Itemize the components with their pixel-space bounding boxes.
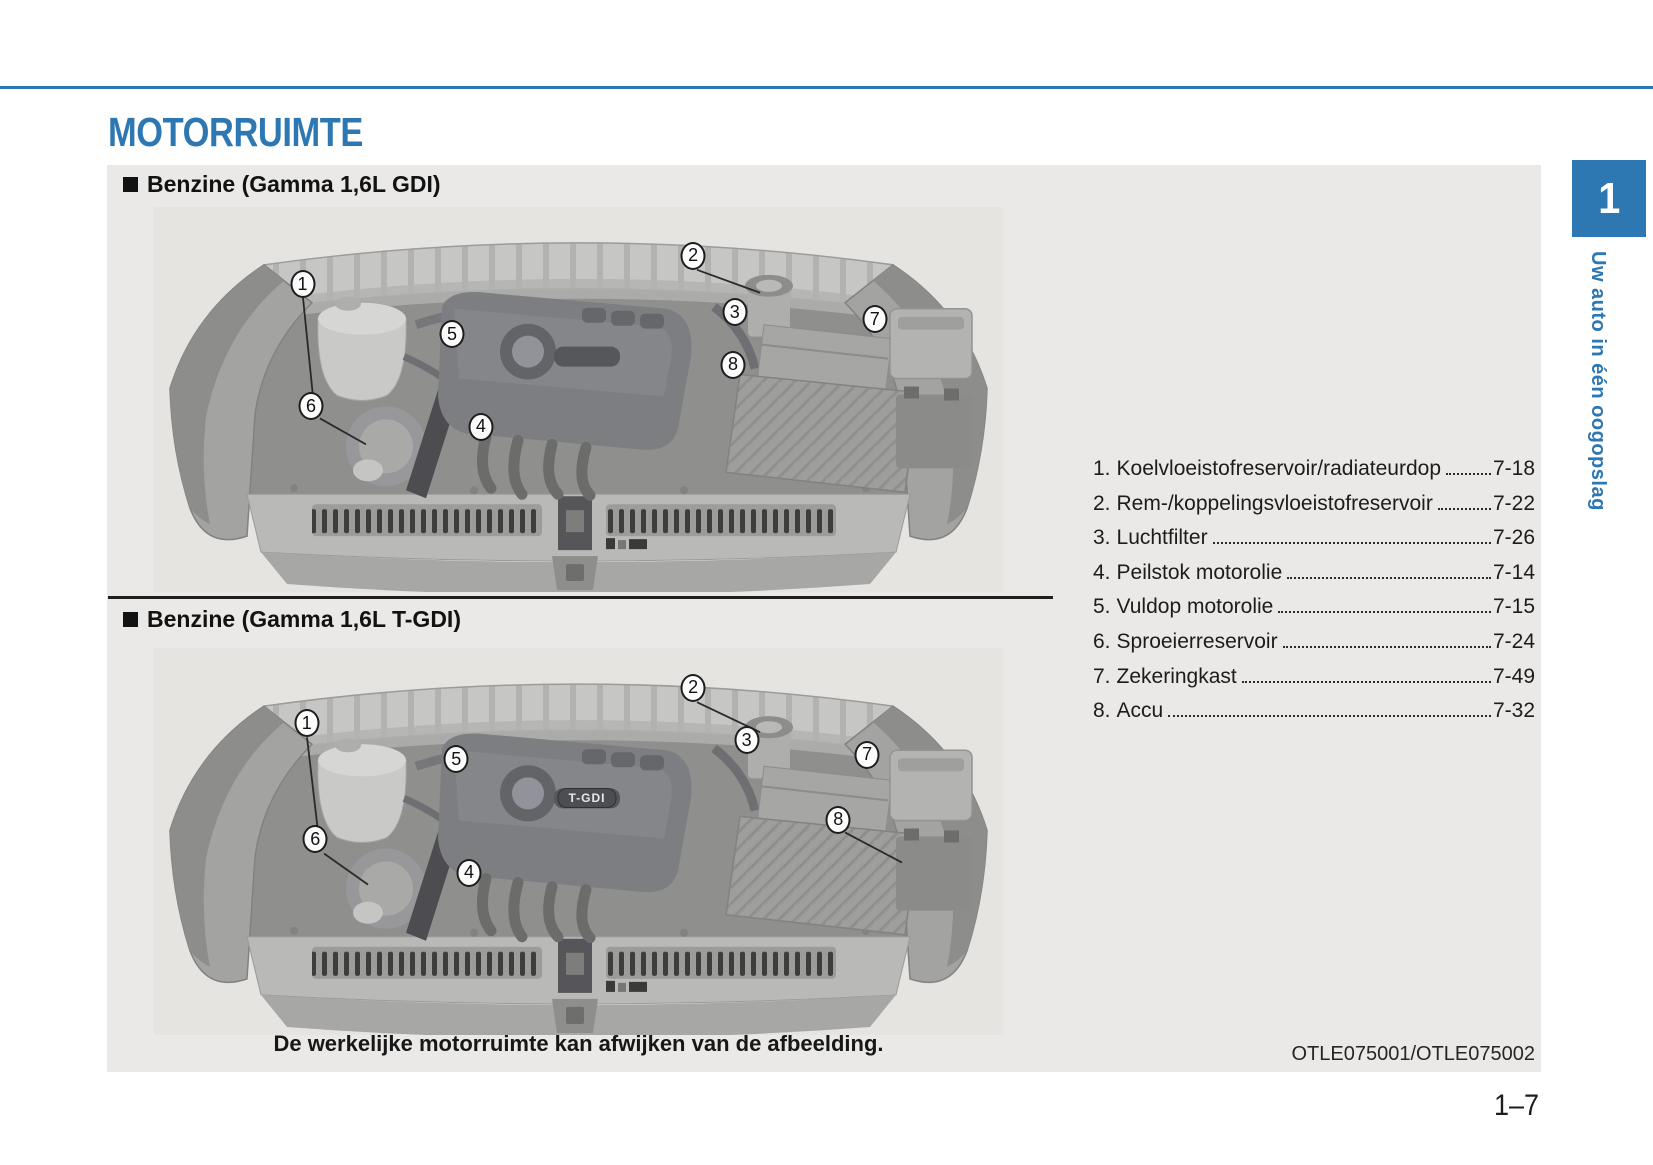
callout-air-filter: 3 <box>722 298 747 326</box>
chapter-tab <box>1572 160 1646 237</box>
list-item: 3. Luchtfilter 7-26 <box>1093 526 1535 550</box>
dot-leader <box>1278 611 1491 613</box>
dot-leader <box>1283 646 1491 648</box>
callout-brake-fluid: 2 <box>681 242 706 270</box>
square-bullet-icon <box>123 177 138 192</box>
callout-dipstick: 4 <box>456 859 481 887</box>
engine-bay-diagram-gdi <box>154 207 1003 592</box>
callout-fuse-box: 7 <box>855 741 880 769</box>
dot-leader <box>1438 508 1491 510</box>
image-code: OTLE075001/OTLE075002 <box>1291 1043 1535 1065</box>
callout-battery: 8 <box>826 806 851 834</box>
callout-oil-cap: 5 <box>444 745 469 773</box>
header-rule <box>0 86 1653 89</box>
parts-list <box>1093 457 1535 734</box>
callout-coolant-reservoir: 1 <box>290 270 315 298</box>
diagram-caption: De werkelijke motorruimte kan afwijken van de afbeelding. <box>273 1031 884 1056</box>
callout-dipstick: 4 <box>468 413 493 441</box>
page-title: MOTORRUIMTE <box>108 109 363 155</box>
list-item: 1. Koelvloeistofreservoir/radiateurdop 7-18 <box>1093 457 1535 480</box>
dot-leader <box>1213 542 1491 544</box>
square-bullet-icon <box>123 612 138 627</box>
section-heading-tgdi <box>123 606 461 633</box>
callout-coolant-reservoir: 1 <box>294 709 319 737</box>
section-heading-label: Benzine (Gamma 1,6L GDI) <box>147 171 441 197</box>
engine-bay-diagram-tgdi <box>154 648 1003 1035</box>
list-item: 4. Peilstok motorolie 7-14 <box>1093 560 1535 584</box>
list-item: 6. Sproeierreservoir 7-24 <box>1093 629 1535 653</box>
dot-leader <box>1446 473 1491 475</box>
section-heading-label: Benzine (Gamma 1,6L T-GDI) <box>147 606 461 632</box>
list-item: 2. Rem-/koppelingsvloeistofreservoir 7-22 <box>1093 491 1535 515</box>
list-item: 7. Zekeringkast 7-49 <box>1093 664 1535 688</box>
callout-battery: 8 <box>721 351 746 379</box>
section-heading-gdi <box>123 171 441 198</box>
dot-leader <box>1287 577 1491 579</box>
callout-washer-reservoir: 6 <box>299 392 324 420</box>
engine-cover-badge: T-GDI <box>557 788 616 808</box>
callout-fuse-box: 7 <box>862 305 887 333</box>
dot-leader <box>1168 715 1491 717</box>
engine-bay-illustration <box>154 207 1003 592</box>
chapter-title-vertical: Uw auto in één oogopslag <box>1587 251 1609 511</box>
callout-washer-reservoir: 6 <box>303 825 328 853</box>
callout-oil-cap: 5 <box>439 320 464 348</box>
callout-air-filter: 3 <box>734 726 759 754</box>
page-number: 1–7 <box>1493 1089 1539 1122</box>
dot-leader <box>1242 681 1491 683</box>
callout-brake-fluid: 2 <box>681 674 706 702</box>
section-divider <box>108 596 1053 599</box>
list-item: 8. Accu 7-32 <box>1093 699 1535 723</box>
chapter-number: 1 <box>1597 173 1621 223</box>
engine-bay-illustration <box>154 648 1003 1035</box>
list-item: 5. Vuldop motorolie 7-15 <box>1093 595 1535 619</box>
content-panel <box>107 165 1541 1072</box>
